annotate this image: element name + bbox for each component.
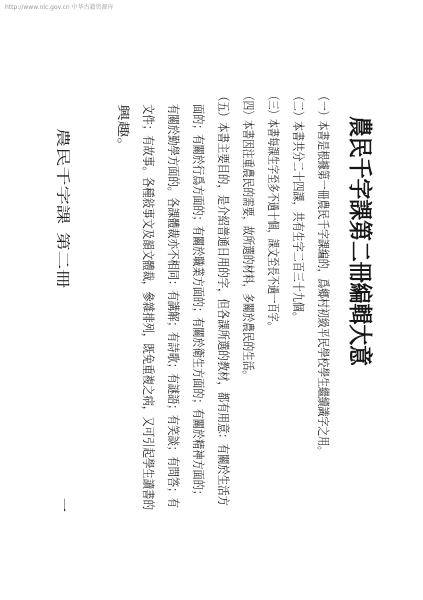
text-column: （五）本書主要目的，是介紹普通日用的字，但各課所選的教材，都有用意：有關於生活方 (216, 91, 231, 587)
text-column: 文件；有故事。各種敍事文及韻文體裁，參雜排列，既免重複之病，又可引起學生讀書的 (141, 104, 156, 588)
text-column: （二）本書共分二十四課，共有生字二百三十九個。 (291, 91, 306, 376)
text-column: （三）本書每課生字至多不過十個，課文至長不過一百字。 (266, 91, 281, 414)
text-column: 面的；有關於行爲方面的；有關於職業方面的；有關於衛生方面的；有關於精神方面的； (191, 104, 206, 588)
text-column: （一）本書是根據第一冊農民千字課編的，爲鄉村初級平民學校學生繼續識字之用。 (316, 91, 331, 550)
text-column: （四）本書因注重農民的需要，故所選的材料，多關於農民的生活。 (241, 91, 256, 463)
page-number: 一 (54, 498, 70, 512)
text-column: 興趣。 (116, 104, 131, 142)
volume-label: 第二冊 (54, 232, 70, 274)
watermark: http://www.nlc.gov.cn 中华古籍资源库 (5, 4, 114, 11)
page-title: 農民千字課第二冊編輯大意 (346, 116, 375, 404)
book-title: 農民千字課 (54, 128, 70, 198)
text-column: 有關於勤學方面的。各課體裁亦不相同：有講解；有詩歌；有謎語；有笑談；有問答；有 (166, 104, 181, 588)
